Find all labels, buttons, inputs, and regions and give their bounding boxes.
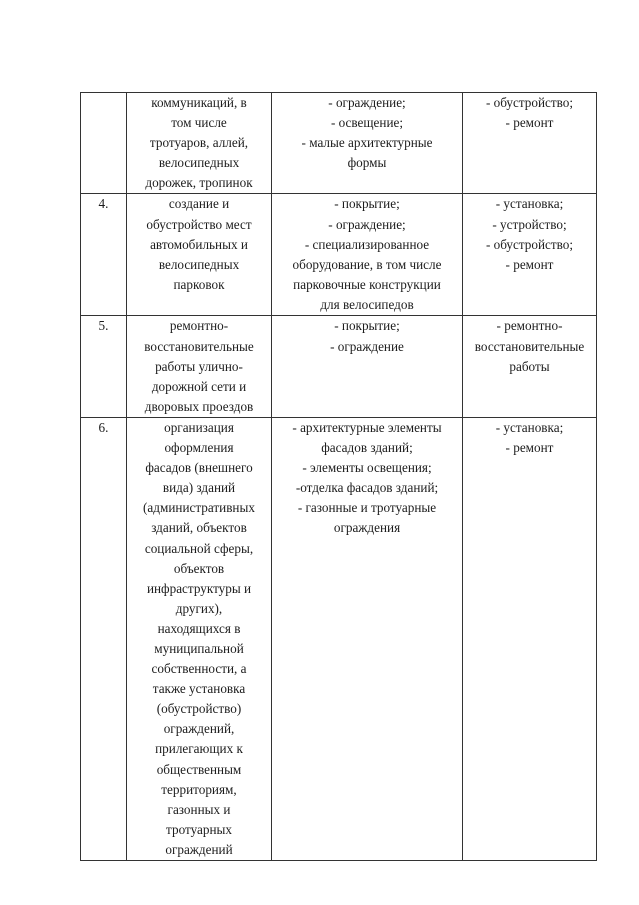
table-row (81, 316, 597, 417)
elements-cell: - покрытие; - ограждение (272, 316, 463, 417)
row-number-cell: 6. (81, 417, 127, 860)
works-cell: - установка; - устройство; - обустройство; - ремонт (463, 194, 597, 316)
work-type-cell: ремонтно- восстановительные работы улично- дорожной сети и дворовых проездов (127, 316, 272, 417)
work-type-cell: организация оформления фасадов (внешнего вида) зданий (административных зданий, объектов социальной сферы, объектов инфраструктуры и других), находящихся в муниципальной собственности, а также установка (обустройство) ограждений, прилегающих к общественным территориям, газонных и тротуарных ограждений (127, 417, 272, 860)
works-cell: - ремонтно- восстановительные работы (463, 316, 597, 417)
table-row (81, 417, 597, 860)
work-type-cell: создание и обустройство мест автомобильных и велосипедных парковок (127, 194, 272, 316)
row-number-cell: 4. (81, 194, 127, 316)
row-number-cell: 5. (81, 316, 127, 417)
work-type-cell: коммуникаций, в том числе тротуаров, аллей, велосипедных дорожек, тропинок (127, 93, 272, 194)
improvement-works-table (80, 92, 597, 861)
row-number-cell (81, 93, 127, 194)
table-row (81, 93, 597, 194)
elements-cell: - покрытие; - ограждение; - специализированное оборудование, в том числе парковочные конструкции для велосипедов (272, 194, 463, 316)
works-cell: - установка; - ремонт (463, 417, 597, 860)
works-cell: - обустройство; - ремонт (463, 93, 597, 194)
elements-cell: - архитектурные элементы фасадов зданий; - элементы освещения; -отделка фасадов зданий; - газонные и тротуарные ограждения (272, 417, 463, 860)
table-row (81, 194, 597, 316)
elements-cell: - ограждение; - освещение; - малые архитектурные формы (272, 93, 463, 194)
